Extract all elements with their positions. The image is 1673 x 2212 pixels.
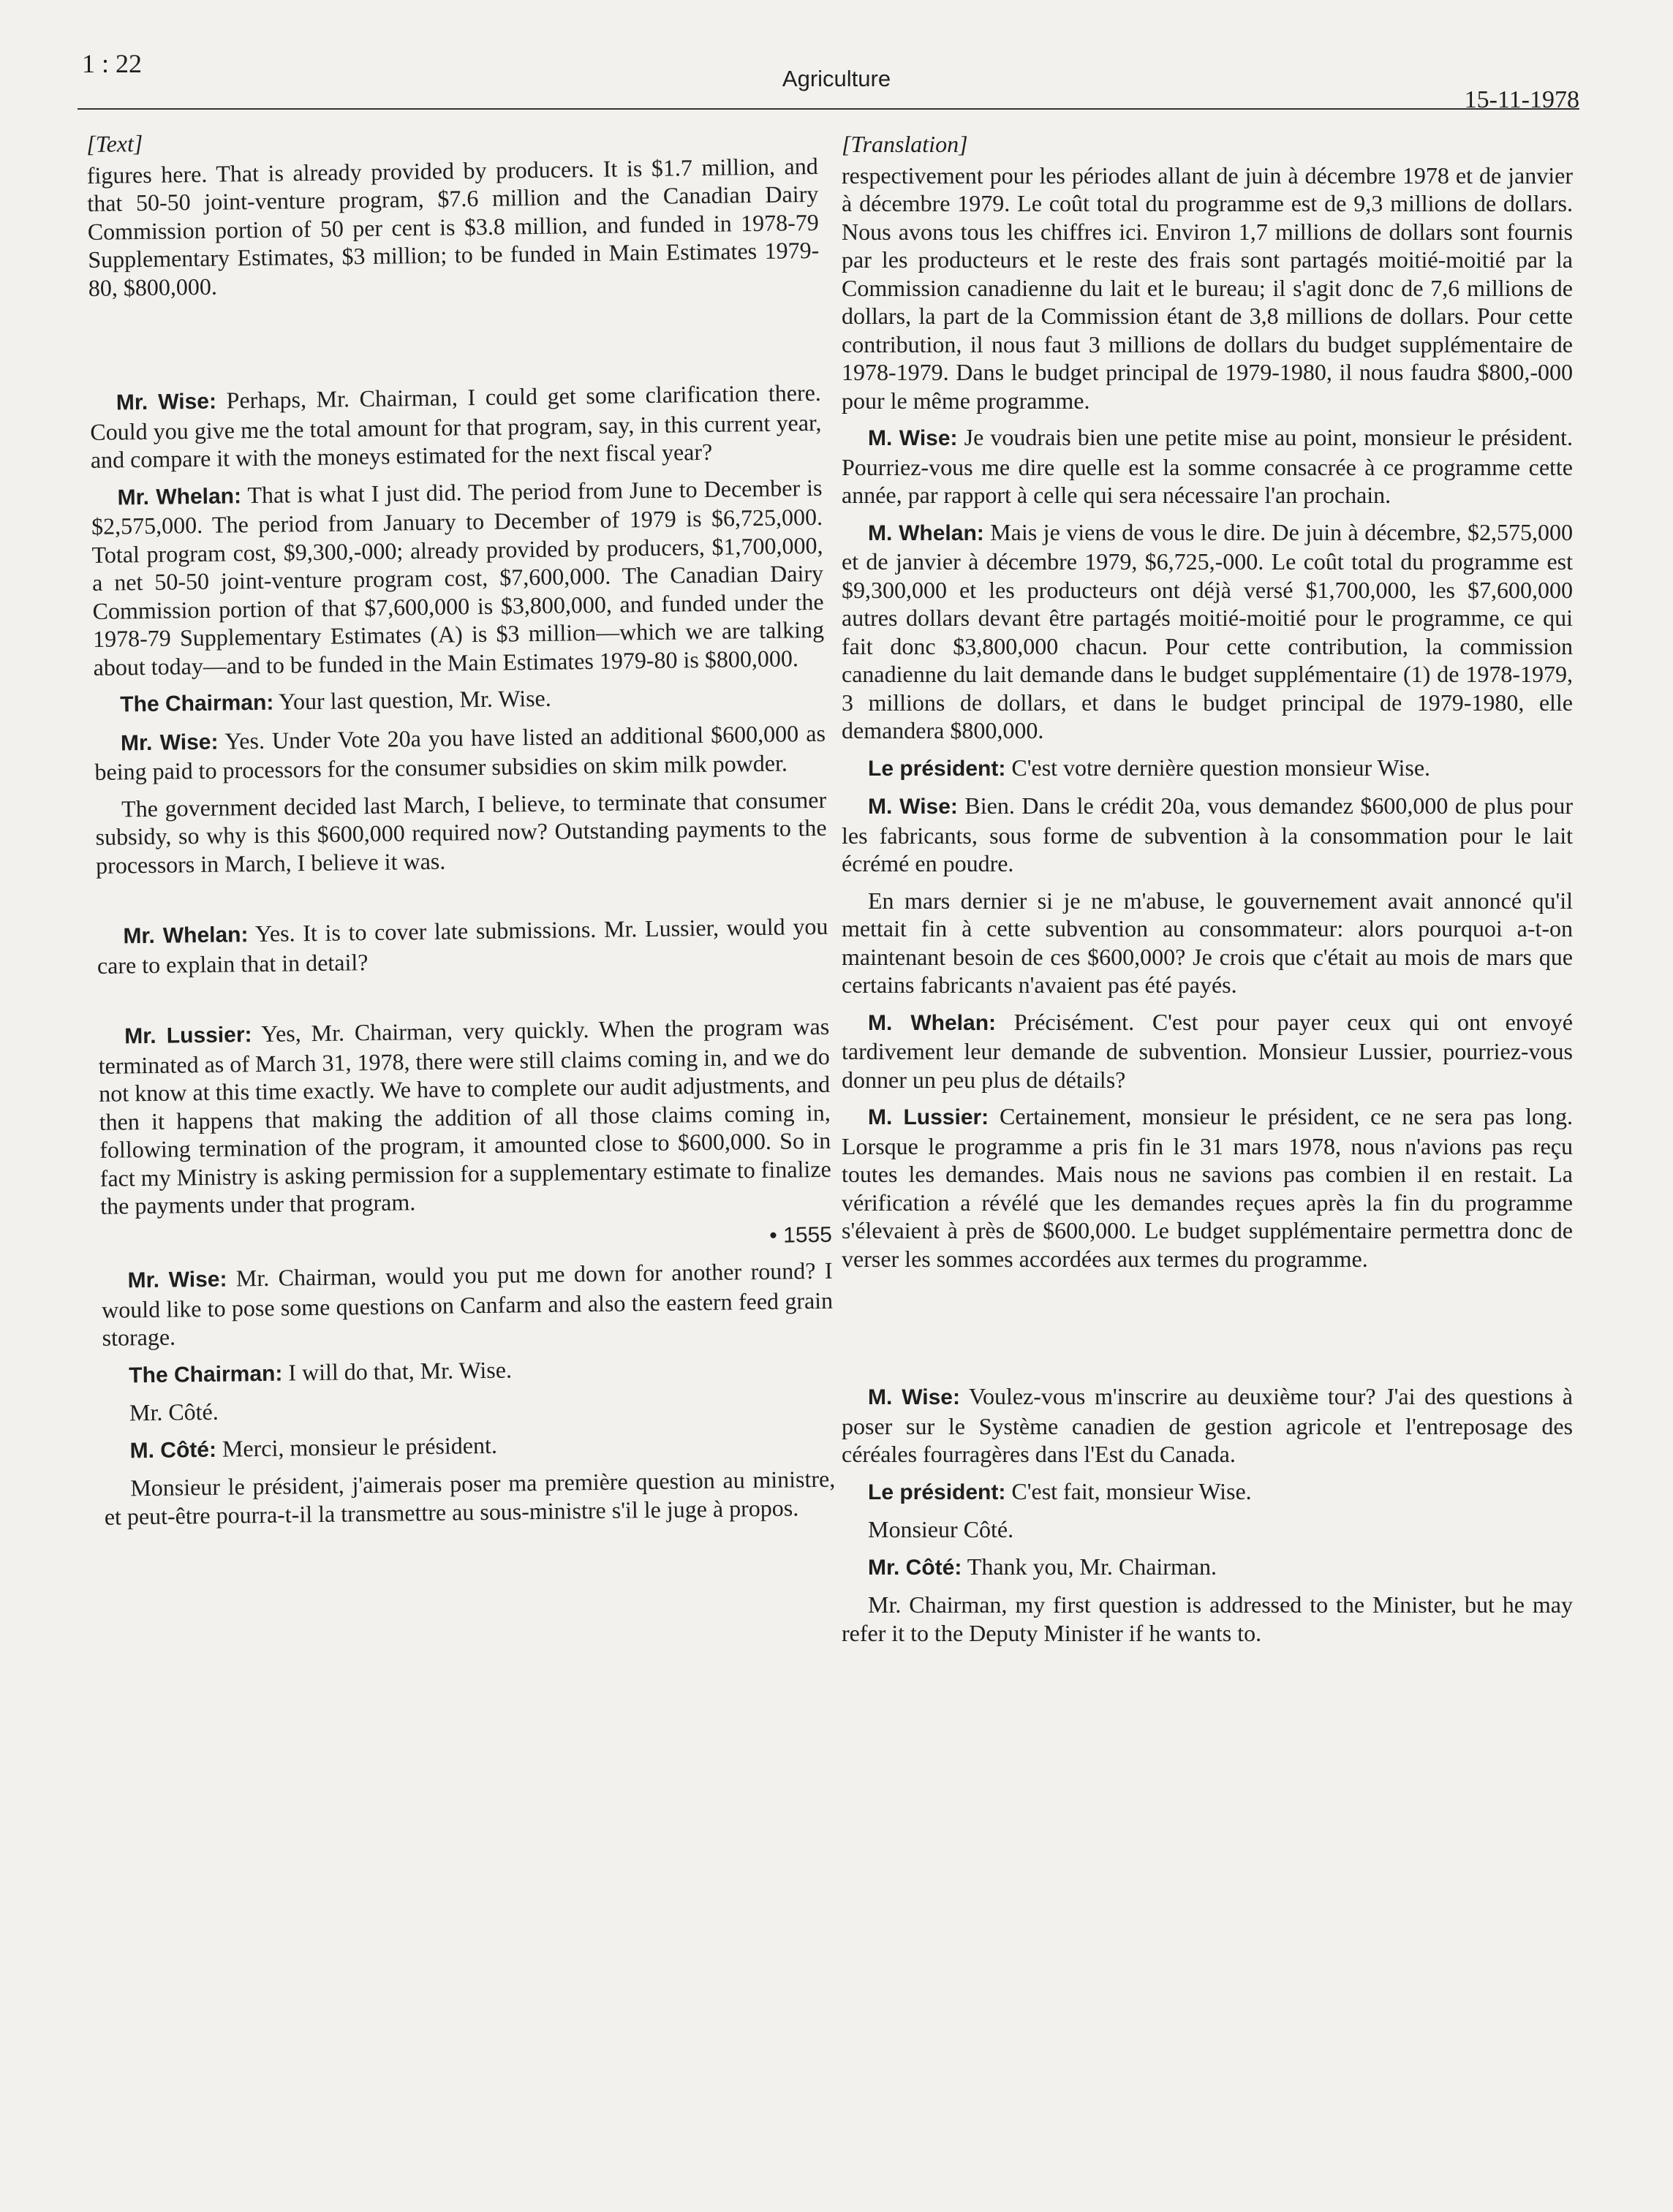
- language-label: [Translation]: [842, 131, 968, 157]
- speech-text: Bien. Dans le crédit 20a, vous demandez $600,000 de plus pour les fabricants, sous forme de subvention à la consommation pour le lait écrémé en poudre.: [842, 792, 1574, 876]
- speech-text: Thank you, Mr. Chairman.: [962, 1553, 1217, 1580]
- speech-text: C'est votre dernière question monsieur Wise.: [1005, 754, 1431, 781]
- speech: [102, 1351, 834, 1390]
- speaker-name: The Chairman:: [129, 1361, 283, 1387]
- speaker-name: The Chairman:: [120, 690, 274, 717]
- speech-text: Merci, monsieur le président.: [216, 1431, 498, 1462]
- speaker-name: Mr. Whelan:: [123, 923, 249, 949]
- speech: [97, 912, 828, 980]
- speech-text: Yes. It is to cover late submissions. Mr. Lussier, would you care to explain that in detail?: [97, 912, 828, 979]
- speaker-name: M. Wise:: [868, 795, 958, 819]
- speech-text: That is what I just did. The period from June to December is $2,575,000. The period from January to December of 1979 is $6,725,000. Total program cost, $9,300,-000; already provided by producers, $1,700,000, a net 50-50 joint-venture program cost, $7,600,000. The Canadian Dairy Commission portion of that $7,600,000 is $3,800,000, and funded under the 1978-79 Supplementary Estimates (A) is $3 million—which we are talking about today—and to be funded in the Main Estimates 1979-80 is $800,000.: [91, 474, 825, 681]
- page-header: [0, 0, 1673, 117]
- speech: [842, 1102, 1573, 1273]
- sitting-date: 15-11-1978: [1464, 86, 1579, 113]
- speech: [98, 1012, 831, 1221]
- timestamp: • 1555: [769, 1222, 833, 1248]
- speaker-name: Mr. Wise:: [127, 1267, 227, 1293]
- speech: [842, 754, 1573, 784]
- speech: [842, 518, 1573, 745]
- speech-text: Mr. Chairman, would you put me down for another round? I would like to pose some questions on Canfarm and also the eastern feed grain storage.: [101, 1257, 834, 1351]
- header-rule: [78, 108, 1579, 110]
- paragraph: respectivement pour les périodes allant de juin à décembre 1978 et de janvier à décembre 1979. Le coût total du programme est de 9,3 millions de dollars. Nous avons tous les chiffres ici. Environ 1,7 millions de dollars sont fournis par les producteurs et le reste des frais sont partagés moitié-moitié par la Commission canadienne du lait et le bureau; il s'agit donc de 7,6 millions de dollars, la part de la Commission étant de 3,8 millions de dollars. Pour cette contribution, il nous faut 3 millions de dollars du budget supplémentaire de 1978-1979. Dans le budget principal de 1979-1980, il nous faudra $800,-000 pour le même programme.: [842, 162, 1573, 414]
- paragraph: Monsieur le président, j'aimerais poser ma première question au ministre, et peut-être pourra-t-il la transmettre au sous-ministre s'il le juge à propos.: [104, 1465, 836, 1530]
- speaker-name: Le président:: [868, 756, 1006, 781]
- speech: [842, 792, 1573, 878]
- speaker-name: Mr. Wise:: [120, 730, 219, 755]
- paragraph: Mr. Côté.: [129, 1398, 219, 1426]
- speech: [842, 1382, 1573, 1469]
- speech: [94, 719, 826, 786]
- speech: [90, 379, 822, 474]
- speaker-name: Le président:: [868, 1480, 1006, 1504]
- speech: [103, 1426, 834, 1466]
- speaker-name: M. Lussier:: [868, 1105, 989, 1129]
- speech: [101, 1257, 833, 1352]
- speech-text: Perhaps, Mr. Chairman, I could get some clarification there. Could you give me the total amount for that program, say, in this current year, and compare it with the moneys estimated for the next fiscal year?: [90, 379, 822, 473]
- speech-text: Certainement, monsieur le président, ce ne sera pas long. Lorsque le programme a pris fin le 31 mars 1978, nous n'avions pas reçu toutes les demandes. Mais nous ne savions pas combien il en restait. La vérification a révélé que les demandes reçues après la fin du programme s'élevaient à près de $600,000. Le budget supplémentaire permettra donc de verser les sommes accordées aux termes du programme.: [842, 1103, 1574, 1272]
- speech: [94, 681, 825, 720]
- speech-text: Je voudrais bien une petite mise au point, monsieur le président. Pourriez-vous me dire quelle est la somme consacrée à ce programme cette année, par rapport à celle qui sera nécessaire l'an prochain.: [842, 424, 1574, 508]
- english-column: [86, 121, 836, 1531]
- french-column: [842, 130, 1573, 1647]
- speaker-name: M. Whelan:: [868, 1010, 997, 1035]
- page-number: 1 : 22: [82, 49, 143, 78]
- paragraph: Monsieur Côté.: [868, 1516, 1014, 1542]
- speech: [842, 1008, 1573, 1094]
- speaker-name: Mr. Whelan:: [117, 483, 242, 510]
- speech-text: C'est fait, monsieur Wise.: [1005, 1477, 1252, 1504]
- speech: [91, 473, 824, 681]
- speaker-name: M. Wise:: [868, 1385, 960, 1409]
- paragraph: The government decided last March, I believe, to terminate that consumer subsidy, so why is this $600,000 required now? Outstanding payments to the processors in March, I believe it was.: [95, 786, 827, 879]
- speaker-name: Mr. Lussier:: [124, 1023, 252, 1049]
- speech-text: Yes, Mr. Chairman, very quickly. When the program was terminated as of March 31, 1978, there were still claims coming in, and we do not know at this time exactly. We have to complete our audit adjustments, and then it happens that making the addition of all those claims coming in, following termination of the program, it amounted close to $600,000. So in fact my Ministry is asking permission for a supplementary estimate to finalize the payments under that program.: [98, 1012, 831, 1219]
- language-label: [Text]: [86, 129, 143, 157]
- speech-text: I will do that, Mr. Wise.: [282, 1356, 513, 1386]
- speech-text: Yes. Under Vote 20a you have listed an additional $600,000 as being paid to processors for the consumer subsidies on skim milk powder.: [94, 719, 826, 785]
- paragraph: figures here. That is already provided by producers. It is $1.7 million, and that 50-50 joint-venture program, $7.6 million and the Canadian Dairy Commission portion of 50 per cent is $3.8 million, and funded in 1978-79 Supplementary Estimates, $3 million; to be funded in Main Estimates 1979-80, $800,000.: [86, 152, 820, 301]
- speaker-name: M. Côté:: [129, 1437, 217, 1463]
- speech-text: Voulez-vous m'inscrire au deuxième tour? J'ai des questions à poser sur le Système canadien de gestion agricole et l'entreposage des céréales fourragères dans l'Est du Canada.: [842, 1383, 1574, 1467]
- paragraph: En mars dernier si je ne m'abuse, le gouvernement avait annoncé qu'il mettait fin à cette subvention au consommateur: alors pourquoi a-t-on maintenant besoin de ces $600,000? Je crois que c'était au mois de mars que certains fabricants n'avaient pas été payés.: [842, 887, 1573, 998]
- speech-text: Mais je viens de vous le dire. De juin à décembre, $2,575,000 et de janvier à décembre 1979, $6,725,-000. Le coût total du programme est $9,300,000 et les producteurs ont déjà versé $1,700,000, les $7,600,000 autres dollars devant être partagés moitié-moitié pour le programme, ce qui fait donc $3,800,000 chacun. Pour cette contribution, la commission canadienne du lait demande dans le budget supplémentaire (1) de 1978-1979, 3 millions de dollars, et dans le budget principal de 1979-1980, elle demandera $800,000.: [842, 518, 1574, 743]
- speech: [842, 423, 1573, 510]
- speaker-name: Mr. Côté:: [868, 1555, 962, 1580]
- speaker-name: M. Whelan:: [868, 520, 984, 545]
- speech-text: Précisément. C'est pour payer ceux qui ont envoyé tardivement leur demande de subvention. Monsieur Lussier, pourriez-vous donner un peu plus de détails?: [842, 1008, 1574, 1093]
- speaker-name: M. Wise:: [868, 426, 958, 450]
- running-title: Agriculture: [782, 66, 891, 91]
- speech: [842, 1553, 1573, 1583]
- speech: [842, 1477, 1573, 1507]
- paragraph: Mr. Chairman, my first question is addressed to the Minister, but he may refer it to the Deputy Minister if he wants to.: [842, 1591, 1573, 1646]
- speaker-name: Mr. Wise:: [116, 389, 217, 415]
- speech-text: Your last question, Mr. Wise.: [273, 684, 551, 715]
